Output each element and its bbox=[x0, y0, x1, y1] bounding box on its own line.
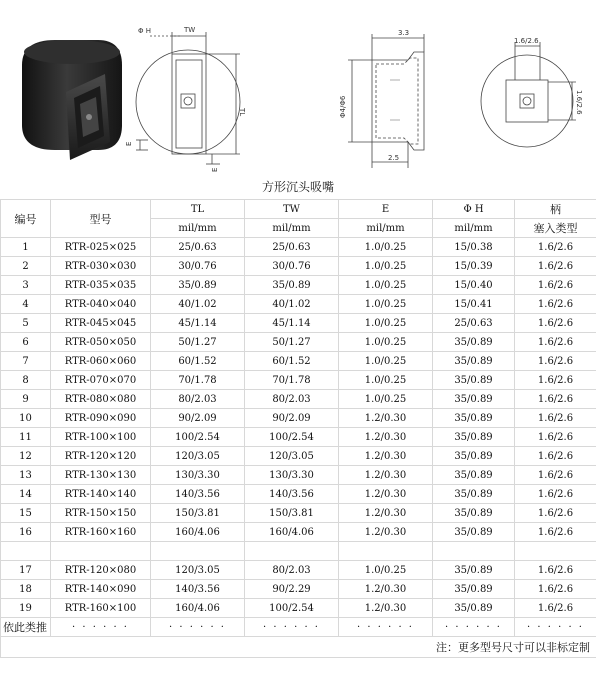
cell-e: 1.0/0.25 bbox=[339, 295, 433, 314]
cell-tl: 40/1.02 bbox=[151, 295, 245, 314]
cell-phi-h: 15/0.38 bbox=[433, 238, 515, 257]
header-phi-h: Φ H bbox=[433, 200, 515, 219]
table-row bbox=[1, 333, 596, 352]
table-row bbox=[1, 523, 596, 542]
unit-tw: mil/mm bbox=[245, 219, 339, 238]
cell-tl: 60/1.52 bbox=[151, 352, 245, 371]
cell-phi-h: 35/0.89 bbox=[433, 485, 515, 504]
table-row bbox=[1, 352, 596, 371]
cell-e: 1.2/0.30 bbox=[339, 447, 433, 466]
cell-phi-h: 35/0.89 bbox=[433, 352, 515, 371]
cell-no: 11 bbox=[1, 428, 51, 447]
shank-side-label: 1.6/2.6 bbox=[575, 90, 583, 115]
technical-drawing bbox=[0, 0, 596, 200]
cell-e: 1.0/0.25 bbox=[339, 257, 433, 276]
table-row bbox=[1, 599, 596, 618]
cell-tl: 160/4.06 bbox=[151, 523, 245, 542]
cell-shank: 1.6/2.6 bbox=[515, 523, 596, 542]
cell-model: RTR-120×080 bbox=[51, 561, 151, 580]
spacer-cell bbox=[1, 542, 51, 561]
spacer-row bbox=[1, 542, 596, 561]
cell-tl: 35/0.89 bbox=[151, 276, 245, 295]
cell-shank: 1.6/2.6 bbox=[515, 580, 596, 599]
cell-e: 1.2/0.30 bbox=[339, 485, 433, 504]
cell-model: RTR-160×160 bbox=[51, 523, 151, 542]
table-row bbox=[1, 390, 596, 409]
cell-e: 1.2/0.30 bbox=[339, 523, 433, 542]
unit-tl: mil/mm bbox=[151, 219, 245, 238]
cell-e: 1.0/0.25 bbox=[339, 314, 433, 333]
etc-label: 依此类推 bbox=[1, 618, 51, 637]
cell-shank: 1.6/2.6 bbox=[515, 485, 596, 504]
cell-tl: 80/2.03 bbox=[151, 390, 245, 409]
cell-model: RTR-160×100 bbox=[51, 599, 151, 618]
cell-e: 1.2/0.30 bbox=[339, 599, 433, 618]
cell-tl: 45/1.14 bbox=[151, 314, 245, 333]
etc-dots: · · · · · · bbox=[151, 618, 245, 637]
cell-shank: 1.6/2.6 bbox=[515, 371, 596, 390]
cell-tl: 25/0.63 bbox=[151, 238, 245, 257]
cell-phi-h: 35/0.89 bbox=[433, 523, 515, 542]
cell-tl: 30/0.76 bbox=[151, 257, 245, 276]
cell-phi-h: 35/0.89 bbox=[433, 371, 515, 390]
nozzle-3d-render bbox=[22, 40, 122, 160]
e-label-bottom: E bbox=[211, 167, 219, 172]
cell-e: 1.0/0.25 bbox=[339, 390, 433, 409]
cell-tw: 60/1.52 bbox=[245, 352, 339, 371]
cell-tl: 140/3.56 bbox=[151, 580, 245, 599]
cell-phi-h: 35/0.89 bbox=[433, 333, 515, 352]
cell-e: 1.0/0.25 bbox=[339, 352, 433, 371]
cell-tw: 160/4.06 bbox=[245, 523, 339, 542]
cell-no: 16 bbox=[1, 523, 51, 542]
cell-model: RTR-140×090 bbox=[51, 580, 151, 599]
etc-dots: · · · · · · bbox=[245, 618, 339, 637]
cell-e: 1.2/0.30 bbox=[339, 504, 433, 523]
cell-model: RTR-035×035 bbox=[51, 276, 151, 295]
cell-tl: 140/3.56 bbox=[151, 485, 245, 504]
cell-phi-h: 35/0.89 bbox=[433, 428, 515, 447]
cell-tl: 120/3.05 bbox=[151, 561, 245, 580]
header-model: 型号 bbox=[51, 200, 151, 238]
cell-model: RTR-130×130 bbox=[51, 466, 151, 485]
table-row bbox=[1, 580, 596, 599]
cell-no: 3 bbox=[1, 276, 51, 295]
drawing-title: 方形沉头吸嘴 bbox=[261, 180, 334, 194]
table-row bbox=[1, 276, 596, 295]
cell-no: 14 bbox=[1, 485, 51, 504]
cell-no: 6 bbox=[1, 333, 51, 352]
cell-phi-h: 35/0.89 bbox=[433, 561, 515, 580]
cell-no: 15 bbox=[1, 504, 51, 523]
cell-shank: 1.6/2.6 bbox=[515, 333, 596, 352]
cell-shank: 1.6/2.6 bbox=[515, 390, 596, 409]
etc-dots: · · · · · · bbox=[51, 618, 151, 637]
phi-h-label: Φ H bbox=[138, 27, 151, 35]
cell-tl: 160/4.06 bbox=[151, 599, 245, 618]
cell-tl: 100/2.54 bbox=[151, 428, 245, 447]
cell-e: 1.0/0.25 bbox=[339, 238, 433, 257]
cell-tl: 130/3.30 bbox=[151, 466, 245, 485]
cell-tl: 70/1.78 bbox=[151, 371, 245, 390]
cell-no: 10 bbox=[1, 409, 51, 428]
table-row bbox=[1, 238, 596, 257]
footer-note: 注：更多型号尺寸可以非标定制 bbox=[1, 637, 596, 658]
cell-tl: 50/1.27 bbox=[151, 333, 245, 352]
cell-no: 18 bbox=[1, 580, 51, 599]
table-row bbox=[1, 447, 596, 466]
cell-no: 12 bbox=[1, 447, 51, 466]
drawing-area bbox=[0, 0, 596, 200]
cell-no: 8 bbox=[1, 371, 51, 390]
cell-model: RTR-040×040 bbox=[51, 295, 151, 314]
tw-label: TW bbox=[184, 26, 196, 34]
cell-e: 1.2/0.30 bbox=[339, 409, 433, 428]
table-row bbox=[1, 371, 596, 390]
cell-model: RTR-060×060 bbox=[51, 352, 151, 371]
cell-shank: 1.6/2.6 bbox=[515, 295, 596, 314]
header-shank: 柄 bbox=[515, 200, 596, 219]
cell-no: 7 bbox=[1, 352, 51, 371]
dim-3-3-label: 3.3 bbox=[398, 29, 410, 37]
cell-model: RTR-070×070 bbox=[51, 371, 151, 390]
header-shank-sub: 塞入类型 bbox=[515, 219, 596, 238]
cell-tw: 90/2.29 bbox=[245, 580, 339, 599]
cell-model: RTR-140×140 bbox=[51, 485, 151, 504]
cell-shank: 1.6/2.6 bbox=[515, 276, 596, 295]
cell-tw: 80/2.03 bbox=[245, 561, 339, 580]
spacer-cell bbox=[339, 542, 433, 561]
header-tl: TL bbox=[151, 200, 245, 219]
spacer-cell bbox=[51, 542, 151, 561]
cell-shank: 1.6/2.6 bbox=[515, 314, 596, 333]
cell-shank: 1.6/2.6 bbox=[515, 352, 596, 371]
spacer-cell bbox=[515, 542, 596, 561]
cell-shank: 1.6/2.6 bbox=[515, 466, 596, 485]
etc-dots: · · · · · · bbox=[433, 618, 515, 637]
cell-tw: 120/3.05 bbox=[245, 447, 339, 466]
cell-no: 4 bbox=[1, 295, 51, 314]
bottom-view bbox=[481, 42, 576, 147]
cell-e: 1.0/0.25 bbox=[339, 371, 433, 390]
table-row bbox=[1, 485, 596, 504]
cell-no: 5 bbox=[1, 314, 51, 333]
etc-row bbox=[1, 618, 596, 637]
cell-model: RTR-090×090 bbox=[51, 409, 151, 428]
cell-tw: 140/3.56 bbox=[245, 485, 339, 504]
cell-shank: 1.6/2.6 bbox=[515, 257, 596, 276]
header-row bbox=[1, 200, 596, 219]
cell-no: 1 bbox=[1, 238, 51, 257]
table-row bbox=[1, 466, 596, 485]
cell-model: RTR-025×025 bbox=[51, 238, 151, 257]
cell-phi-h: 35/0.89 bbox=[433, 447, 515, 466]
cell-tl: 120/3.05 bbox=[151, 447, 245, 466]
cell-e: 1.2/0.30 bbox=[339, 428, 433, 447]
cell-no: 17 bbox=[1, 561, 51, 580]
cell-tw: 50/1.27 bbox=[245, 333, 339, 352]
shank-top-label: 1.6/2.6 bbox=[514, 37, 539, 45]
dim-2-5-label: 2.5 bbox=[388, 154, 400, 162]
cell-phi-h: 35/0.89 bbox=[433, 504, 515, 523]
spacer-cell bbox=[433, 542, 515, 561]
cell-phi-h: 15/0.41 bbox=[433, 295, 515, 314]
cell-tl: 150/3.81 bbox=[151, 504, 245, 523]
side-view bbox=[348, 34, 424, 168]
cell-tw: 80/2.03 bbox=[245, 390, 339, 409]
cell-tw: 25/0.63 bbox=[245, 238, 339, 257]
cell-tw: 100/2.54 bbox=[245, 599, 339, 618]
cell-e: 1.0/0.25 bbox=[339, 276, 433, 295]
cell-tw: 130/3.30 bbox=[245, 466, 339, 485]
cell-phi-h: 15/0.39 bbox=[433, 257, 515, 276]
cell-shank: 1.6/2.6 bbox=[515, 428, 596, 447]
cell-no: 9 bbox=[1, 390, 51, 409]
cell-tw: 45/1.14 bbox=[245, 314, 339, 333]
cell-shank: 1.6/2.6 bbox=[515, 561, 596, 580]
cell-model: RTR-120×120 bbox=[51, 447, 151, 466]
unit-e: mil/mm bbox=[339, 219, 433, 238]
table-row bbox=[1, 314, 596, 333]
header-tw: TW bbox=[245, 200, 339, 219]
table-row bbox=[1, 295, 596, 314]
table-row bbox=[1, 561, 596, 580]
cell-e: 1.2/0.30 bbox=[339, 580, 433, 599]
cell-phi-h: 35/0.89 bbox=[433, 580, 515, 599]
cell-model: RTR-150×150 bbox=[51, 504, 151, 523]
phi4-phi6-label: Φ4/Φ6 bbox=[339, 95, 347, 118]
tl-label: TL bbox=[238, 108, 246, 117]
cell-tw: 30/0.76 bbox=[245, 257, 339, 276]
table-row bbox=[1, 428, 596, 447]
cell-shank: 1.6/2.6 bbox=[515, 447, 596, 466]
cell-shank: 1.6/2.6 bbox=[515, 238, 596, 257]
cell-model: RTR-050×050 bbox=[51, 333, 151, 352]
cell-shank: 1.6/2.6 bbox=[515, 599, 596, 618]
cell-phi-h: 25/0.63 bbox=[433, 314, 515, 333]
cell-e: 1.0/0.25 bbox=[339, 561, 433, 580]
cell-phi-h: 15/0.40 bbox=[433, 276, 515, 295]
cell-tl: 90/2.09 bbox=[151, 409, 245, 428]
etc-dots: · · · · · · bbox=[515, 618, 596, 637]
front-view bbox=[136, 32, 240, 164]
header-e: E bbox=[339, 200, 433, 219]
cell-shank: 1.6/2.6 bbox=[515, 409, 596, 428]
table-row bbox=[1, 409, 596, 428]
cell-tw: 100/2.54 bbox=[245, 428, 339, 447]
cell-model: RTR-100×100 bbox=[51, 428, 151, 447]
note-row bbox=[1, 637, 596, 658]
cell-phi-h: 35/0.89 bbox=[433, 599, 515, 618]
cell-phi-h: 35/0.89 bbox=[433, 390, 515, 409]
cell-no: 19 bbox=[1, 599, 51, 618]
table-row bbox=[1, 257, 596, 276]
etc-dots: · · · · · · bbox=[339, 618, 433, 637]
cell-shank: 1.6/2.6 bbox=[515, 504, 596, 523]
spacer-cell bbox=[151, 542, 245, 561]
cell-no: 2 bbox=[1, 257, 51, 276]
cell-tw: 35/0.89 bbox=[245, 276, 339, 295]
cell-tw: 70/1.78 bbox=[245, 371, 339, 390]
cell-tw: 90/2.09 bbox=[245, 409, 339, 428]
cell-e: 1.0/0.25 bbox=[339, 333, 433, 352]
cell-e: 1.2/0.30 bbox=[339, 466, 433, 485]
e-label-left: E bbox=[125, 141, 133, 146]
cell-no: 13 bbox=[1, 466, 51, 485]
cell-tw: 40/1.02 bbox=[245, 295, 339, 314]
cell-phi-h: 35/0.89 bbox=[433, 466, 515, 485]
unit-phi-h: mil/mm bbox=[433, 219, 515, 238]
cell-model: RTR-045×045 bbox=[51, 314, 151, 333]
table-row bbox=[1, 504, 596, 523]
cell-tw: 150/3.81 bbox=[245, 504, 339, 523]
spacer-cell bbox=[245, 542, 339, 561]
cell-phi-h: 35/0.89 bbox=[433, 409, 515, 428]
spec-table bbox=[0, 199, 596, 658]
cell-model: RTR-030×030 bbox=[51, 257, 151, 276]
header-no: 编号 bbox=[1, 200, 51, 238]
cell-model: RTR-080×080 bbox=[51, 390, 151, 409]
